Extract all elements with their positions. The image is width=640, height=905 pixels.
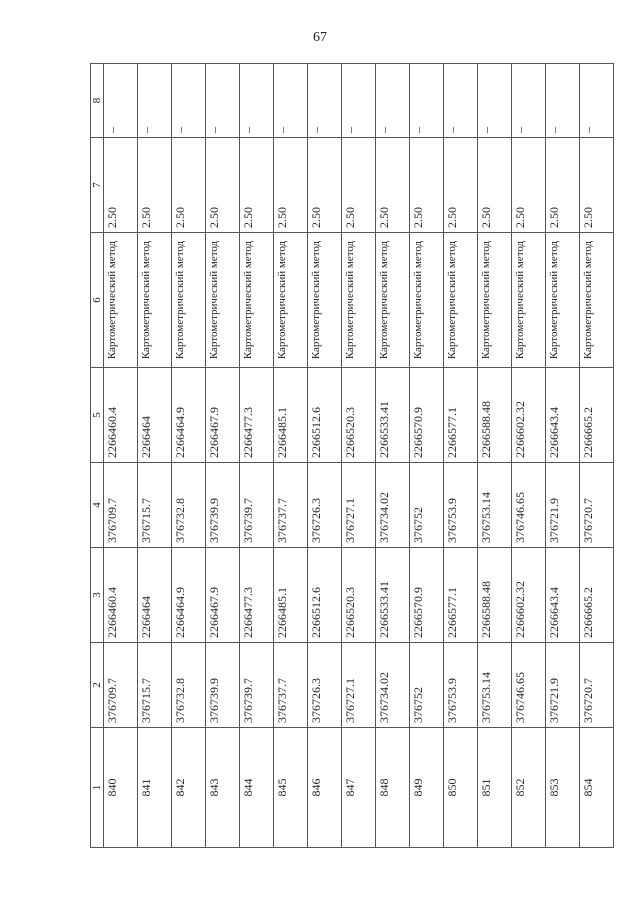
column-header-point-number: 1 [91,728,104,848]
cell-accuracy: 2.50 [546,138,580,233]
column-header-accuracy: 7 [91,138,104,233]
cell-y-coordinate: 2266485.1 [274,548,308,643]
table-row [104,64,138,848]
cell-point-number: 849 [410,728,444,848]
cell-point-number: 851 [478,728,512,848]
cell-method: Картометрический метод [206,233,240,368]
cell-accuracy: 2.50 [512,138,546,233]
cell-accuracy: 2.50 [342,138,376,233]
cell-method: Картометрический метод [580,233,614,368]
table-row [274,64,308,848]
cell-x-coordinate: 376715.7 [138,643,172,728]
cell-accuracy: 2.50 [308,138,342,233]
cell-note: – [410,64,444,138]
column-header-x-coordinate: 2 [91,643,104,728]
cell-point-number: 854 [580,728,614,848]
cell-point-number: 852 [512,728,546,848]
cell-x-coordinate-new: 376721.9 [546,463,580,548]
cell-accuracy: 2.50 [376,138,410,233]
cell-accuracy: 2.50 [274,138,308,233]
table-row [444,64,478,848]
cell-y-coordinate-new: 2266643.4 [546,368,580,463]
cell-x-coordinate: 376739.9 [206,643,240,728]
cell-method: Картометрический метод [104,233,138,368]
table-body [91,64,614,848]
cell-x-coordinate: 376752 [410,643,444,728]
cell-accuracy: 2.50 [172,138,206,233]
cell-x-coordinate: 376753.14 [478,643,512,728]
cell-x-coordinate: 376734.02 [376,643,410,728]
cell-y-coordinate-new: 2266460.4 [104,368,138,463]
cell-y-coordinate: 2266477.3 [240,548,274,643]
cell-y-coordinate: 2266570.9 [410,548,444,643]
table-row [580,64,614,848]
cell-x-coordinate-new: 376746.65 [512,463,546,548]
cell-x-coordinate-new: 376753.9 [444,463,478,548]
cell-x-coordinate: 376732.8 [172,643,206,728]
cell-note: – [342,64,376,138]
cell-method: Картометрический метод [240,233,274,368]
cell-y-coordinate: 2266577.1 [444,548,478,643]
coordinates-table-rotated [90,64,596,848]
table-row [512,64,546,848]
cell-method: Картометрический метод [546,233,580,368]
cell-method: Картометрический метод [512,233,546,368]
cell-x-coordinate: 376726.3 [308,643,342,728]
column-header-y-coordinate-new: 5 [91,368,104,463]
table-row [342,64,376,848]
cell-y-coordinate-new: 2266602.32 [512,368,546,463]
cell-point-number: 845 [274,728,308,848]
cell-y-coordinate: 2266665.2 [580,548,614,643]
cell-note: – [172,64,206,138]
cell-y-coordinate-new: 2266588.48 [478,368,512,463]
cell-x-coordinate-new: 376734.02 [376,463,410,548]
cell-method: Картометрический метод [308,233,342,368]
cell-note: – [104,64,138,138]
coordinates-table [90,63,614,848]
table-row [546,64,580,848]
cell-method: Картометрический метод [376,233,410,368]
cell-y-coordinate: 2266464 [138,548,172,643]
cell-y-coordinate-new: 2266512.6 [308,368,342,463]
cell-y-coordinate-new: 2266665.2 [580,368,614,463]
column-header-y-coordinate: 3 [91,548,104,643]
cell-note: – [138,64,172,138]
cell-y-coordinate: 2266643.4 [546,548,580,643]
cell-x-coordinate-new: 376715.7 [138,463,172,548]
cell-point-number: 840 [104,728,138,848]
cell-x-coordinate: 376753.9 [444,643,478,728]
cell-x-coordinate-new: 376737.7 [274,463,308,548]
cell-method: Картометрический метод [410,233,444,368]
cell-point-number: 846 [308,728,342,848]
header-row [91,64,104,848]
column-header-x-coordinate-new: 4 [91,463,104,548]
column-header-method: 6 [91,233,104,368]
cell-note: – [478,64,512,138]
cell-note: – [580,64,614,138]
page-number: 67 [313,30,327,45]
cell-y-coordinate: 2266467.9 [206,548,240,643]
cell-method: Картометрический метод [274,233,308,368]
table-row [410,64,444,848]
cell-note: – [206,64,240,138]
cell-y-coordinate: 2266512.6 [308,548,342,643]
cell-x-coordinate: 376709.7 [104,643,138,728]
cell-y-coordinate-new: 2266577.1 [444,368,478,463]
cell-point-number: 842 [172,728,206,848]
cell-x-coordinate-new: 376709.7 [104,463,138,548]
cell-accuracy: 2.50 [410,138,444,233]
cell-point-number: 844 [240,728,274,848]
cell-y-coordinate: 2266602.32 [512,548,546,643]
table-row [206,64,240,848]
table-row [376,64,410,848]
cell-accuracy: 2.50 [206,138,240,233]
cell-point-number: 843 [206,728,240,848]
cell-point-number: 850 [444,728,478,848]
cell-y-coordinate-new: 2266570.9 [410,368,444,463]
cell-method: Картометрический метод [138,233,172,368]
cell-y-coordinate-new: 2266477.3 [240,368,274,463]
cell-y-coordinate: 2266533.41 [376,548,410,643]
cell-y-coordinate: 2266588.48 [478,548,512,643]
cell-y-coordinate-new: 2266533.41 [376,368,410,463]
cell-method: Картометрический метод [444,233,478,368]
cell-y-coordinate-new: 2266467.9 [206,368,240,463]
cell-point-number: 841 [138,728,172,848]
cell-point-number: 848 [376,728,410,848]
cell-accuracy: 2.50 [444,138,478,233]
cell-note: – [546,64,580,138]
cell-x-coordinate-new: 376720.7 [580,463,614,548]
column-header-note: 8 [91,64,104,138]
cell-accuracy: 2.50 [240,138,274,233]
cell-note: – [376,64,410,138]
cell-accuracy: 2.50 [580,138,614,233]
cell-point-number: 847 [342,728,376,848]
cell-x-coordinate-new: 376753.14 [478,463,512,548]
cell-method: Картометрический метод [172,233,206,368]
cell-x-coordinate-new: 376727.1 [342,463,376,548]
cell-y-coordinate: 2266520.3 [342,548,376,643]
cell-note: – [444,64,478,138]
cell-y-coordinate: 2266464.9 [172,548,206,643]
cell-point-number: 853 [546,728,580,848]
cell-y-coordinate-new: 2266464 [138,368,172,463]
cell-note: – [240,64,274,138]
cell-accuracy: 2.50 [478,138,512,233]
cell-x-coordinate: 376739.7 [240,643,274,728]
cell-note: – [274,64,308,138]
cell-x-coordinate-new: 376739.7 [240,463,274,548]
cell-accuracy: 2.50 [138,138,172,233]
table-row [308,64,342,848]
table-row [138,64,172,848]
cell-method: Картометрический метод [342,233,376,368]
cell-x-coordinate: 376720.7 [580,643,614,728]
cell-x-coordinate-new: 376726.3 [308,463,342,548]
cell-y-coordinate: 2266460.4 [104,548,138,643]
cell-y-coordinate-new: 2266520.3 [342,368,376,463]
cell-x-coordinate: 376746.65 [512,643,546,728]
cell-accuracy: 2.50 [104,138,138,233]
cell-x-coordinate: 376737.7 [274,643,308,728]
table-row [172,64,206,848]
table-row [478,64,512,848]
cell-x-coordinate: 376721.9 [546,643,580,728]
cell-note: – [308,64,342,138]
cell-x-coordinate-new: 376752 [410,463,444,548]
table-row [240,64,274,848]
cell-note: – [512,64,546,138]
cell-x-coordinate-new: 376739.9 [206,463,240,548]
cell-x-coordinate-new: 376732.8 [172,463,206,548]
cell-y-coordinate-new: 2266485.1 [274,368,308,463]
cell-method: Картометрический метод [478,233,512,368]
cell-y-coordinate-new: 2266464.9 [172,368,206,463]
cell-x-coordinate: 376727.1 [342,643,376,728]
